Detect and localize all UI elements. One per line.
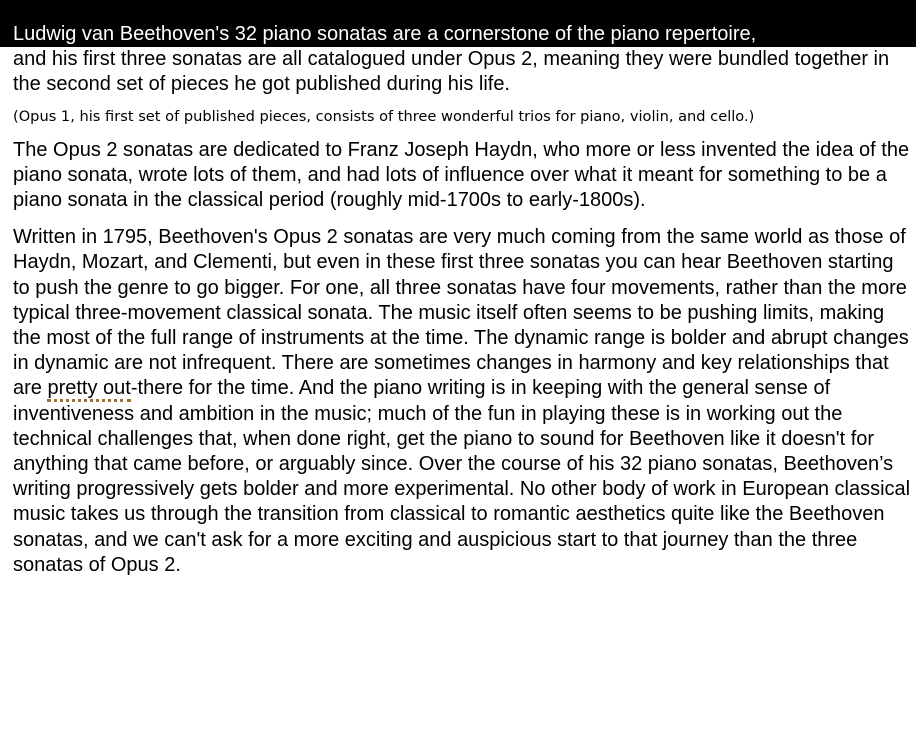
article-body xyxy=(13,22,913,590)
main-text-after: -there for the time. And the piano writing is in keeping with the general sense of inventiveness and ambition in the music; much of the fun in playing these is in working out the technical challenges that, when done right, get the piano to sound for Beethoven like it doesn't for anything that came before, or arguably since. Over the course of his 32 piano sonatas, Beethoven’s writing progressively gets bolder and more experimental. No other body of work in European classical music takes us through the transition from classical to romantic aesthetics quite like the Beethoven sonatas, and we can't ask for a more exciting and auspicious start to that journey than the three sonatas of Opus 2. xyxy=(13,377,911,576)
intro-first-line: Ludwig van Beethoven's 32 piano sonatas are a cornerstone of the piano repertoire, xyxy=(13,23,757,45)
intro-paragraph xyxy=(13,22,913,98)
intro-rest: and his first three sonatas are all catalogued under Opus 2, meaning they were bundled together in the second set of pieces he got published during his life. xyxy=(13,48,890,96)
annotated-phrase[interactable]: pretty out xyxy=(47,377,130,402)
dedication-paragraph: The Opus 2 sonatas are dedicated to Franz Joseph Haydn, who more or less invented the idea of the piano sonata, wrote lots of them, and had lots of influence over what it meant for something to be a piano sonata in the classical period (roughly mid-1700s to early-1800s). xyxy=(13,138,910,212)
main-paragraph xyxy=(13,225,913,578)
opus1-note: (Opus 1, his first set of published pieces, consists of three wonderful trios for piano, violin, and cello.) xyxy=(13,107,755,125)
main-text-before: Written in 1795, Beethoven's Opus 2 sonatas are very much coming from the same world as those of Haydn, Mozart, and Clementi, but even in these first three sonatas you can hear Beethoven starting to push the genre to go bigger. For one, all three sonatas have four movements, rather than the more typical three-movement classical sonata. The music itself often seems to be pushing limits, making the most of the full range of instruments at the time. The dynamic range is bolder and abrupt changes in dynamic are not infrequent. There are sometimes changes in harmony and key relationships that are xyxy=(13,226,909,400)
